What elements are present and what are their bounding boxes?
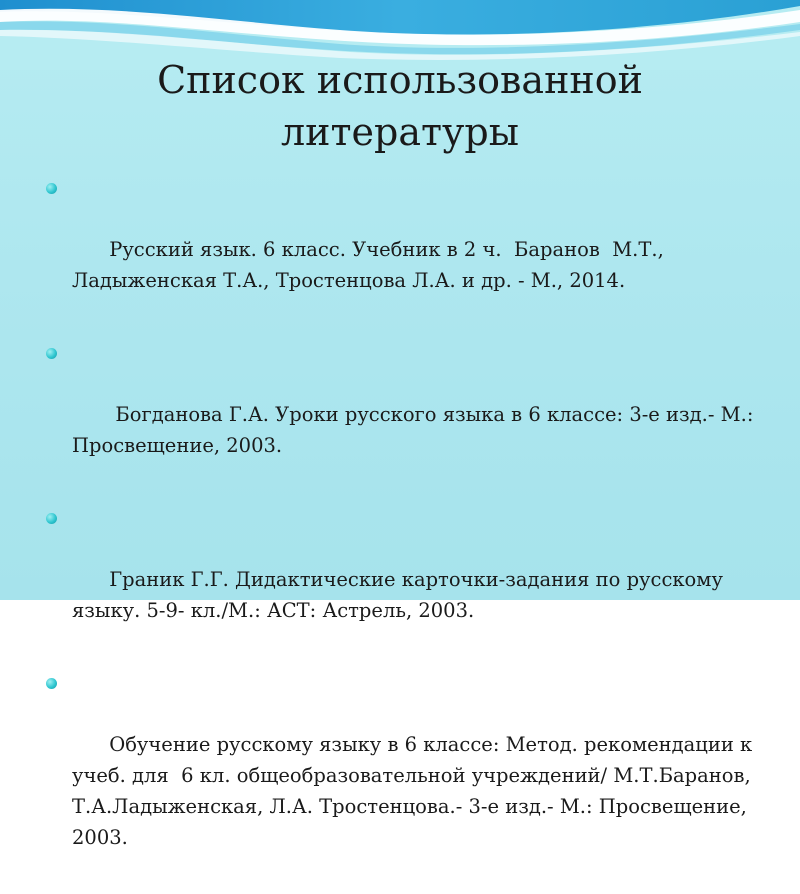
list-item [46,172,756,327]
list-item-text: Граник Г.Г. Дидактические карточки-задания по русскому языку. 5-9- кл./М.: АСТ: Астрель, 2003. [72,568,730,622]
bullet-icon [46,348,57,359]
reference-list [46,172,760,894]
list-item [46,667,759,884]
list-item-text: Богданова Г.А. Уроки русского языка в 6 классе: 3-е изд.- М.: Просвещение, 2003. [72,403,760,457]
bullet-icon [46,678,57,689]
page-title: Список использованной литературы [157,58,643,154]
list-item [46,502,756,657]
list-item-text: Обучение русскому языку в 6 классе: Метод. рекомендации к учеб. для 6 кл. общеобразовательной учреждений/ М.Т.Баранов, Т.А.Ладыженская, Л.А. Тростенцова.- 3-е изд.- М.: Просвещение, 2003. [72,733,759,849]
bullet-icon [46,183,57,194]
bullet-icon [46,513,57,524]
list-item [46,337,760,492]
list-item-text: Русский язык. 6 класс. Учебник в 2 ч. Баранов М.Т., Ладыженская Т.А., Тростенцова Л.А. и др. - М., 2014. [72,238,670,292]
